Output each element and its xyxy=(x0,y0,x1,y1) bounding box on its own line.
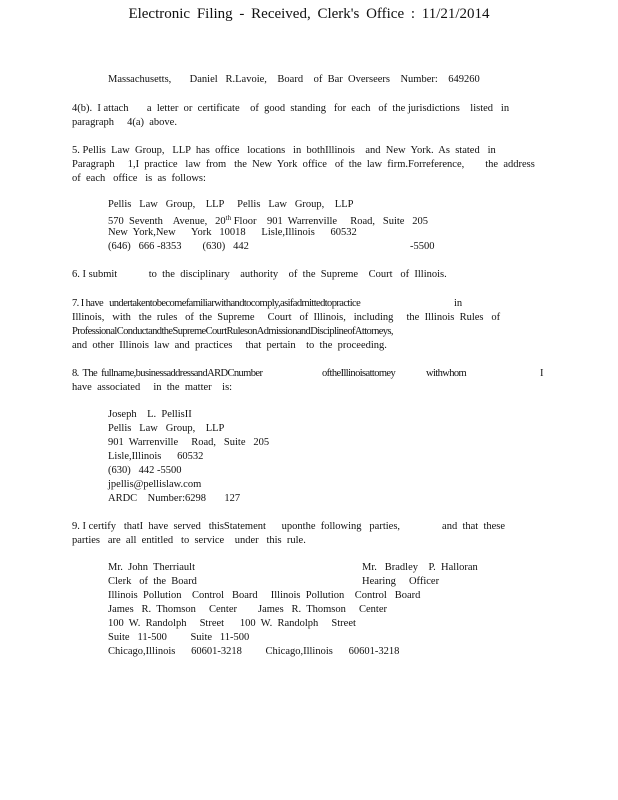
paragraph-6: 6. I submit to the disciplinary authority of the Supreme Court of Illinois. xyxy=(72,269,447,280)
paragraph-7-line-1b: in xyxy=(454,298,463,309)
attorney-email: jpellis@pellislaw.com xyxy=(108,479,202,490)
paragraph-5-line-3: of each office is as follows: xyxy=(72,173,206,184)
service-right-title: Hearing Officer xyxy=(362,576,440,587)
paragraph-5-line-1: 5. Pellis Law Group, LLP has office locations in bothIllinois and New York. As stated in xyxy=(72,145,496,156)
paragraph-7-line-4: and other Illinois law and practices that pertain to the proceeding. xyxy=(72,340,387,351)
bar-number-line: Massachusetts, Daniel R.Lavoie, Board of Bar Overseers Number: 649260 xyxy=(108,74,480,85)
service-street-line: 100 W. Randolph Street 100 W. Randolph Street xyxy=(108,618,356,629)
office-phone-a: (646) 666 -8353 (630) 442 xyxy=(108,241,249,252)
office-phone-b: -5500 xyxy=(410,241,435,252)
service-right-name: Mr. Bradley P. Halloran xyxy=(362,562,478,573)
paragraph-8-line-1c: withwhom xyxy=(426,368,467,379)
paragraph-5-line-2: Paragraph 1,I practice law from the New York office of the law firm.Forreference, the address xyxy=(72,159,535,170)
paragraph-8-line-1d: I xyxy=(540,368,544,379)
attorney-firm: Pellis Law Group, LLP xyxy=(108,423,225,434)
attorney-street: 901 Warrenville Road, Suite 205 xyxy=(108,437,270,448)
paragraph-4b-line-2: paragraph 4(a) above. xyxy=(72,117,177,128)
paragraph-7-line-1a: 7. I have undertakentobecomefamiliarwithandtocomply,asifadmittedtopractice xyxy=(72,298,361,309)
office-street-a: 570 Seventh Avenue, 20 xyxy=(108,216,226,227)
paragraph-8-line-1a: 8. The fullname,businessaddressandARDCnumber xyxy=(72,368,263,379)
paragraph-8-line-2: have associated in the matter is: xyxy=(72,382,233,393)
office-firm-names: Pellis Law Group, LLP Pellis Law Group, LLP xyxy=(108,199,354,210)
attorney-city: Lisle,Illinois 60532 xyxy=(108,451,204,462)
office-city-line: New York,New York 10018 Lisle,Illinois 60532 xyxy=(108,227,357,238)
service-city-line: Chicago,Illinois 60601-3218 Chicago,Illinois 60601-3218 xyxy=(108,646,400,657)
attorney-phone: (630) 442 -5500 xyxy=(108,465,182,476)
paragraph-4b-line-1: 4(b). I attach a letter or certificate of good standing for each of the jurisdictions listed in xyxy=(72,103,510,114)
paragraph-8-line-1b: oftheIllinoisattorney xyxy=(322,368,396,379)
paragraph-9-line-1: 9. I certify thatI have served thisStatement uponthe following parties, and that these xyxy=(72,521,506,532)
service-center-line: James R. Thomson Center James R. Thomson Center xyxy=(108,604,388,615)
service-left-title: Clerk of the Board xyxy=(108,576,197,587)
service-suite-line: Suite 11-500 Suite 11-500 xyxy=(108,632,250,643)
paragraph-9-line-2: parties are all entitled to service under this rule. xyxy=(72,535,306,546)
paragraph-7-line-3: ProfessionalConductandtheSupremeCourtRulesonAdmissionandDisciplineofAttorneys, xyxy=(72,326,393,337)
office-street-sup: th xyxy=(225,214,232,222)
filing-header: Electronic Filing - Received, Clerk's Office : 11/21/2014 xyxy=(128,6,490,22)
attorney-ardc: ARDC Number:6298 127 xyxy=(108,493,241,504)
service-board-line: Illinois Pollution Control Board Illinois Pollution Control Board xyxy=(108,590,421,601)
office-street-b: Floor 901 Warrenville Road, Suite 205 xyxy=(231,216,429,227)
attorney-name: Joseph L. PellisII xyxy=(108,409,192,420)
paragraph-7-line-2: Illinois, with the rules of the Supreme Court of Illinois, including the Illinois Rules of xyxy=(72,312,501,323)
service-left-name: Mr. John Therriault xyxy=(108,562,196,573)
